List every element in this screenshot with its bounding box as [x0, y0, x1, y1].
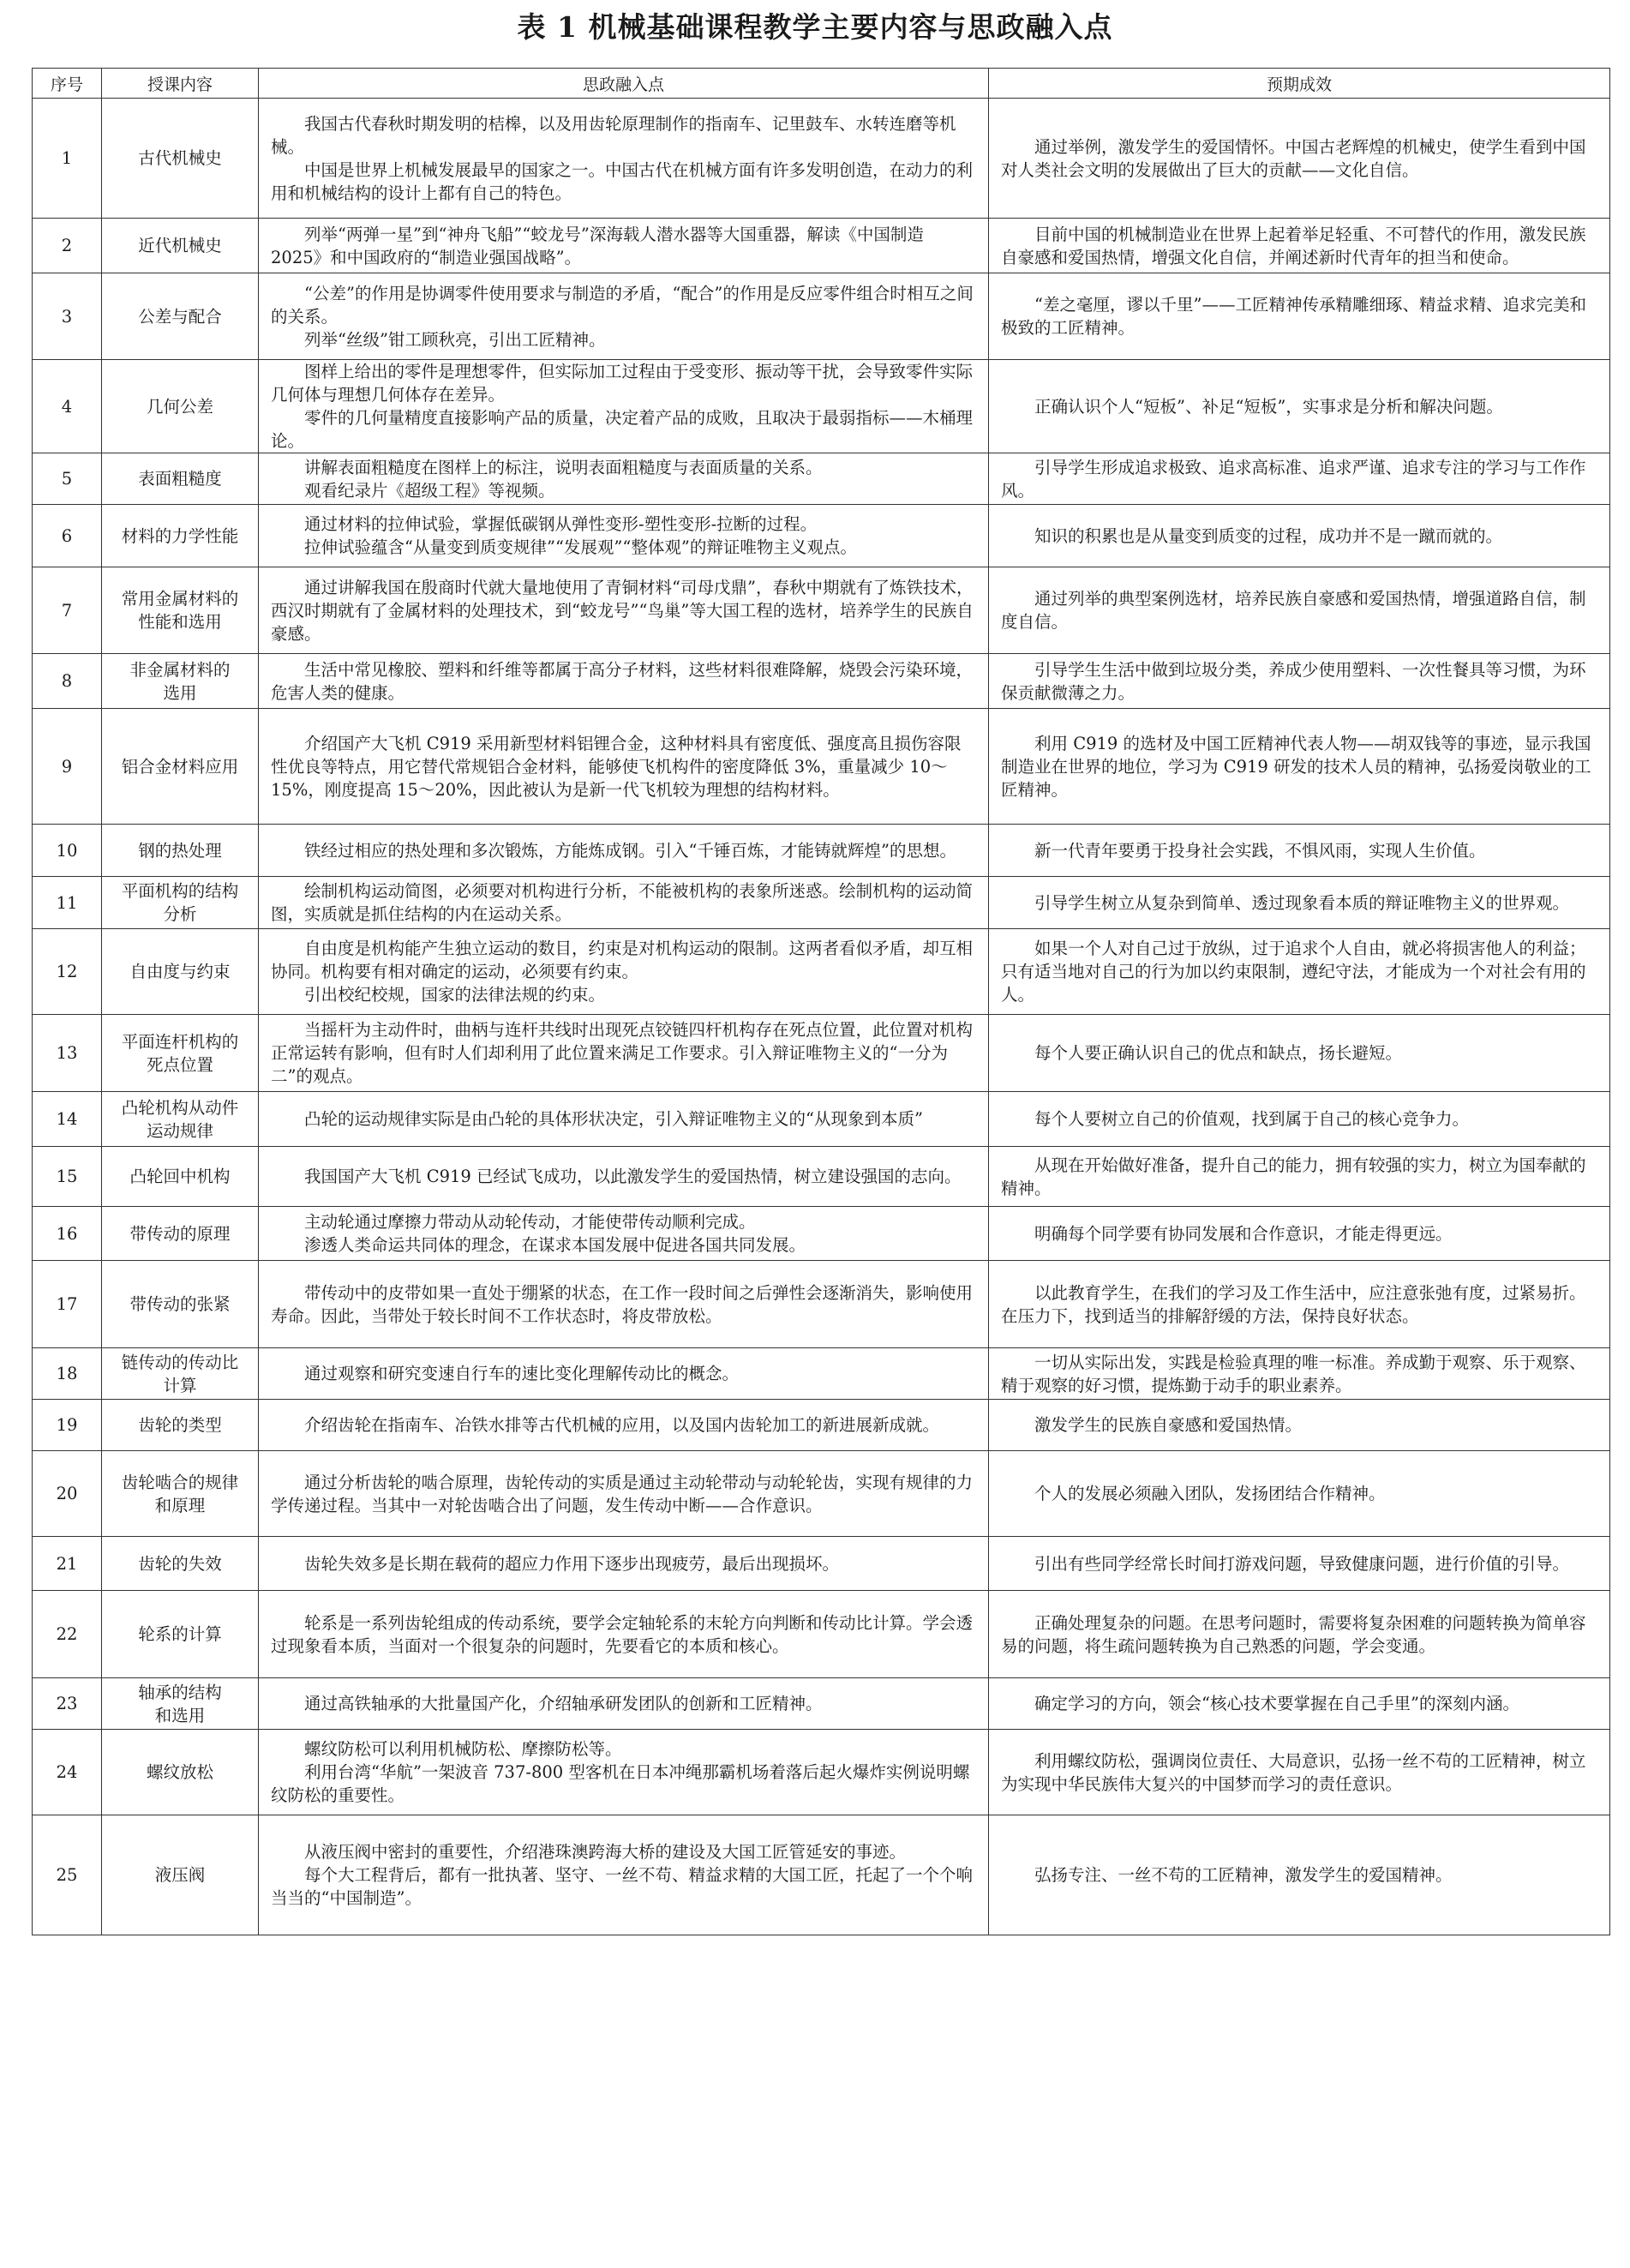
- ideological-points-cell: [259, 1092, 989, 1147]
- topic-line: 平面机构的结构: [121, 881, 239, 901]
- outcome-paragraph: 以此教育学生，在我们的学习及工作生活中，应注意张弛有度，过紧易折。在压力下，找到适当的排解舒缓的方法，保持良好状态。: [1001, 1282, 1586, 1326]
- row-number: 14: [33, 1092, 102, 1147]
- expected-outcome-cell: [989, 99, 1610, 219]
- table-row: [33, 505, 1610, 567]
- expected-outcome-cell: [989, 273, 1610, 360]
- row-number: 22: [33, 1591, 102, 1678]
- ideological-paragraph: 通过高铁轴承的大批量国产化，介绍轴承研发团队的创新和工匠精神。: [304, 1694, 823, 1713]
- topic-line: 钢的热处理: [138, 840, 222, 861]
- expected-outcome-cell: [989, 360, 1610, 453]
- topic-line: 古代机械史: [138, 148, 222, 168]
- outcome-paragraph: 一切从实际出发，实践是检验真理的唯一标准。养成勤于观察、乐于观察、精于观察的好习惯，提炼勤于动手的职业素养。: [1001, 1352, 1586, 1395]
- ideological-points-cell: [259, 273, 989, 360]
- table-row: [33, 1591, 1610, 1678]
- topic-cell: [102, 1591, 259, 1678]
- ideological-points-cell: [259, 505, 989, 567]
- ideological-paragraph: 零件的几何量精度直接影响产品的质量，决定着产品的成败，且取决于最弱指标——木桶理论。: [271, 408, 974, 451]
- row-number: 11: [33, 877, 102, 929]
- row-number: 24: [33, 1730, 102, 1815]
- ideological-points-cell: [259, 453, 989, 505]
- topic-cell: [102, 219, 259, 273]
- row-number: 18: [33, 1348, 102, 1400]
- topic-line: 性能和选用: [138, 612, 222, 632]
- topic-cell: [102, 1730, 259, 1815]
- topic-line: 凸轮回中机构: [129, 1167, 231, 1186]
- table-row: [33, 1400, 1610, 1451]
- ideological-paragraph: 讲解表面粗糙度在图样上的标注，说明表面粗糙度与表面质量的关系。: [304, 457, 823, 477]
- row-number: 6: [33, 505, 102, 567]
- row-number: 7: [33, 567, 102, 654]
- ideological-paragraph: 中国是世界上机械发展最早的国家之一。中国古代在机械方面有许多发明创造，在动力的利用和机械结构的设计上都有自己的特色。: [271, 159, 974, 203]
- row-number: 3: [33, 273, 102, 360]
- expected-outcome-cell: [989, 929, 1610, 1015]
- topic-line: 齿轮的失效: [138, 1553, 222, 1574]
- row-number: 10: [33, 825, 102, 877]
- row-number: 16: [33, 1207, 102, 1261]
- expected-outcome-cell: [989, 654, 1610, 709]
- header-ideological-points: 思政融入点: [259, 69, 989, 99]
- topic-cell: [102, 1147, 259, 1207]
- row-number: 25: [33, 1815, 102, 1935]
- topic-cell: [102, 273, 259, 360]
- outcome-paragraph: 弘扬专注、一丝不苟的工匠精神，激发学生的爱国精神。: [1034, 1865, 1453, 1885]
- ideological-points-cell: [259, 1015, 989, 1092]
- topic-cell: [102, 1678, 259, 1730]
- ideological-points-cell: [259, 219, 989, 273]
- row-number: 2: [33, 219, 102, 273]
- ideological-paragraph: 介绍国产大飞机 C919 采用新型材料铝锂合金，这种材料具有密度低、强度高且损伤容限性优良等特点，用它替代常规铝合金材料，能够使飞机构件的密度降低 3%，重量减少 10～15%，刚度提高 15～20%，因此被认为是新一代飞机较为理想的结构材料。: [271, 733, 962, 800]
- table-caption: 表 1 机械基础课程教学主要内容与思政融入点: [517, 10, 1113, 44]
- topic-line: 计算: [163, 1375, 197, 1395]
- topic-line: 平面连杆机构的: [121, 1031, 239, 1052]
- ideological-points-cell: [259, 1730, 989, 1815]
- ideological-paragraph: 生活中常见橡胶、塑料和纤维等都属于高分子材料，这些材料很难降解，烧毁会污染环境，危害人类的健康。: [271, 659, 974, 703]
- outcome-paragraph: 引出有些同学经常长时间打游戏问题，导致健康问题，进行价值的引导。: [1034, 1553, 1570, 1574]
- ideological-paragraph: 每个大工程背后，都有一批执著、坚守、一丝不苟、精益求精的大国工匠，托起了一个个响当当的“中国制造”。: [271, 1865, 974, 1908]
- topic-cell: [102, 709, 259, 825]
- ideological-points-cell: [259, 1591, 989, 1678]
- row-number: 5: [33, 453, 102, 505]
- topic-line: 常用金属材料的: [121, 589, 239, 609]
- expected-outcome-cell: [989, 1092, 1610, 1147]
- topic-cell: [102, 654, 259, 709]
- topic-line: 带传动的张紧: [129, 1294, 231, 1314]
- expected-outcome-cell: [989, 1730, 1610, 1815]
- outcome-paragraph: 利用螺纹防松，强调岗位责任、大局意识，弘扬一丝不苟的工匠精神，树立为实现中华民族伟大复兴的中国梦而学习的责任意识。: [1001, 1750, 1586, 1794]
- expected-outcome-cell: [989, 1207, 1610, 1261]
- topic-cell: [102, 1537, 259, 1591]
- topic-line: 选用: [163, 682, 197, 703]
- table-row: [33, 219, 1610, 273]
- expected-outcome-cell: [989, 567, 1610, 654]
- ideological-points-cell: [259, 1147, 989, 1207]
- row-number: 13: [33, 1015, 102, 1092]
- ideological-points-cell: [259, 1815, 989, 1935]
- row-number: 15: [33, 1147, 102, 1207]
- topic-line: 非金属材料的: [129, 659, 231, 680]
- topic-line: 材料的力学性能: [121, 525, 239, 546]
- ideological-paragraph: 自由度是机构能产生独立运动的数目，约束是对机构运动的限制。这两者看似矛盾，却互相协同。机构要有相对确定的运动，必须要有约束。: [271, 939, 974, 981]
- outcome-paragraph: 知识的积累也是从量变到质变的过程，成功并不是一蹴而就的。: [1034, 525, 1503, 546]
- row-number: 17: [33, 1261, 102, 1348]
- topic-cell: [102, 1261, 259, 1348]
- ideological-paragraph: 渗透人类命运共同体的理念，在谋求本国发展中促进各国共同发展。: [304, 1235, 806, 1255]
- table-row: [33, 1537, 1610, 1591]
- topic-line: 和原理: [154, 1495, 206, 1515]
- table-row: [33, 360, 1610, 453]
- row-number: 19: [33, 1400, 102, 1451]
- table-row: [33, 1261, 1610, 1348]
- topic-cell: [102, 1451, 259, 1537]
- topic-line: 表面粗糙度: [138, 469, 222, 489]
- row-number: 21: [33, 1537, 102, 1591]
- outcome-paragraph: 引导学生树立从复杂到简单、透过现象看本质的辩证唯物主义的世界观。: [1034, 892, 1570, 913]
- outcome-paragraph: 明确每个同学要有协同发展和合作意识，才能走得更远。: [1034, 1223, 1453, 1244]
- table-row: [33, 453, 1610, 505]
- topic-line: 带传动的原理: [129, 1223, 231, 1244]
- ideological-paragraph: 当摇杆为主动件时，曲柄与连杆共线时出现死点铰链四杆机构存在死点位置，此位置对机构正常运转有影响，但有时人们却利用了此位置来满足工作要求。引入辩证唯物主义的“一分为二”的观点。: [271, 1020, 974, 1086]
- row-number: 4: [33, 360, 102, 453]
- topic-cell: [102, 1815, 259, 1935]
- table-row: [33, 1207, 1610, 1261]
- table-row: [33, 709, 1610, 825]
- table-row: [33, 1092, 1610, 1147]
- ideological-paragraph: 观看纪录片《超级工程》等视频。: [304, 480, 555, 501]
- table-row: [33, 567, 1610, 654]
- outcome-paragraph: 激发学生的民族自豪感和爱国热情。: [1034, 1415, 1303, 1435]
- ideological-paragraph: 列举“两弹一星”到“神舟飞船”“蛟龙号”深海载人潜水器等大国重器，解读《中国制造 2025》和中国政府的“制造业强国战略”。: [271, 224, 924, 267]
- topic-cell: [102, 360, 259, 453]
- ideological-paragraph: 介绍齿轮在指南车、冶铁水排等古代机械的应用，以及国内齿轮加工的新进展新成就。: [304, 1415, 940, 1435]
- table-row: [33, 1147, 1610, 1207]
- outcome-paragraph: 通过列举的典型案例选材，培养民族自豪感和爱国热情，增强道路自信，制度自信。: [1001, 589, 1586, 632]
- content-table: [32, 68, 1610, 1935]
- topic-cell: [102, 877, 259, 929]
- topic-cell: [102, 99, 259, 219]
- topic-line: 轴承的结构: [138, 1682, 222, 1702]
- expected-outcome-cell: [989, 1591, 1610, 1678]
- outcome-paragraph: 每个人要正确认识自己的优点和缺点，扬长避短。: [1034, 1043, 1403, 1063]
- expected-outcome-cell: [989, 1815, 1610, 1935]
- table-row: [33, 1348, 1610, 1400]
- ideological-paragraph: 引出校纪校规，国家的法律法规的约束。: [304, 985, 606, 1005]
- ideological-paragraph: 通过讲解我国在殷商时代就大量地使用了青铜材料“司母戊鼎”，春秋中期就有了炼铁技术，西汉时期就有了金属材料的处理技术，到“蛟龙号”“鸟巢”等大国工程的选材，培养学生的民族自豪感。: [271, 577, 974, 644]
- ideological-paragraph: 我国国产大飞机 C919 已经试飞成功，以此激发学生的爱国热情，树立建设强国的志向。: [304, 1167, 962, 1186]
- topic-cell: [102, 1348, 259, 1400]
- outcome-paragraph: 每个人要树立自己的价值观，找到属于自己的核心竞争力。: [1034, 1109, 1470, 1129]
- expected-outcome-cell: [989, 1147, 1610, 1207]
- expected-outcome-cell: [989, 1015, 1610, 1092]
- topic-line: 近代机械史: [138, 236, 222, 255]
- topic-line: 自由度与约束: [129, 962, 231, 981]
- outcome-paragraph: 从现在开始做好准备，提升自己的能力，拥有较强的实力，树立为国奉献的精神。: [1001, 1155, 1586, 1198]
- table-row: [33, 929, 1610, 1015]
- ideological-paragraph: 图样上给出的零件是理想零件，但实际加工过程由于受变形、振动等干扰，会导致零件实际几何体与理想几何体存在差异。: [271, 362, 974, 405]
- row-number: 8: [33, 654, 102, 709]
- topic-line: 齿轮的类型: [138, 1415, 222, 1435]
- topic-cell: [102, 567, 259, 654]
- topic-line: 凸轮机构从动件: [121, 1097, 239, 1118]
- ideological-points-cell: [259, 1451, 989, 1537]
- row-number: 12: [33, 929, 102, 1015]
- ideological-points-cell: [259, 99, 989, 219]
- expected-outcome-cell: [989, 1400, 1610, 1451]
- topic-line: 分析: [163, 904, 197, 924]
- topic-cell: [102, 505, 259, 567]
- topic-line: 几何公差: [146, 396, 213, 417]
- row-number: 1: [33, 99, 102, 219]
- topic-line: 轮系的计算: [138, 1624, 222, 1644]
- expected-outcome-cell: [989, 1451, 1610, 1537]
- topic-cell: [102, 1015, 259, 1092]
- table-body: [33, 99, 1610, 1935]
- row-number: 23: [33, 1678, 102, 1730]
- ideological-paragraph: 凸轮的运动规律实际是由凸轮的具体形状决定，引入辩证唯物主义的“从现象到本质”: [304, 1109, 923, 1129]
- ideological-points-cell: [259, 709, 989, 825]
- ideological-paragraph: 铁经过相应的热处理和多次锻炼，方能炼成钢。引入“千锤百炼，才能铸就辉煌”的思想。: [304, 840, 956, 861]
- ideological-points-cell: [259, 654, 989, 709]
- header-expected-outcome: 预期成效: [989, 69, 1610, 99]
- ideological-points-cell: [259, 877, 989, 929]
- topic-line: 和选用: [154, 1705, 206, 1725]
- ideological-points-cell: [259, 1348, 989, 1400]
- ideological-points-cell: [259, 1678, 989, 1730]
- topic-line: 运动规律: [146, 1120, 213, 1141]
- table-header-row: [33, 69, 1610, 99]
- topic-line: 链传动的传动比: [121, 1352, 239, 1372]
- outcome-paragraph: “差之毫厘，谬以千里”——工匠精神传承精雕细琢、精益求精、追求完美和极致的工匠精神。: [1001, 295, 1586, 338]
- outcome-paragraph: 目前中国的机械制造业在世界上起着举足轻重、不可替代的作用，激发民族自豪感和爱国热情，增强文化自信，并阐述新时代青年的担当和使命。: [1001, 224, 1586, 267]
- header-topic: 授课内容: [102, 69, 259, 99]
- outcome-paragraph: 正确处理复杂的问题。在思考问题时，需要将复杂困难的问题转换为简单容易的问题，将生疏问题转换为自己熟悉的问题，学会变通。: [1001, 1612, 1586, 1656]
- expected-outcome-cell: [989, 1678, 1610, 1730]
- outcome-paragraph: 个人的发展必须融入团队，发扬团结合作精神。: [1034, 1484, 1386, 1503]
- outcome-paragraph: 引导学生形成追求极致、追求高标准、追求严谨、追求专注的学习与工作作风。: [1001, 457, 1586, 501]
- ideological-paragraph: 齿轮失效多是长期在载荷的超应力作用下逐步出现疲劳，最后出现损坏。: [304, 1553, 840, 1574]
- topic-line: 死点位置: [146, 1054, 213, 1075]
- expected-outcome-cell: [989, 1261, 1610, 1348]
- ideological-paragraph: “公差”的作用是协调零件使用要求与制造的矛盾，“配合”的作用是反应零件组合时相互之间的关系。: [271, 283, 974, 327]
- table-row: [33, 1730, 1610, 1815]
- topic-line: 螺纹放松: [146, 1762, 213, 1782]
- topic-cell: [102, 453, 259, 505]
- table-row: [33, 1815, 1610, 1935]
- table-row: [33, 1678, 1610, 1730]
- outcome-paragraph: 通过举例，激发学生的爱国情怀。中国古老辉煌的机械史，使学生看到中国对人类社会文明的发展做出了巨大的贡献——文化自信。: [1001, 136, 1586, 180]
- ideological-points-cell: [259, 825, 989, 877]
- table-row: [33, 273, 1610, 360]
- table-row: [33, 1451, 1610, 1537]
- ideological-paragraph: 利用台湾“华航”一架波音 737-800 型客机在日本冲绳那霸机场着落后起火爆炸实例说明螺纹防松的重要性。: [271, 1762, 970, 1805]
- header-no: 序号: [33, 69, 102, 99]
- ideological-paragraph: 从液压阀中密封的重要性，介绍港珠澳跨海大桥的建设及大国工匠管延安的事迹。: [304, 1842, 907, 1862]
- expected-outcome-cell: [989, 219, 1610, 273]
- table-row: [33, 825, 1610, 877]
- table-row: [33, 877, 1610, 929]
- outcome-paragraph: 引导学生生活中做到垃圾分类，养成少使用塑料、一次性餐具等习惯，为环保贡献微薄之力。: [1001, 659, 1586, 703]
- row-number: 20: [33, 1451, 102, 1537]
- topic-line: 齿轮啮合的规律: [121, 1472, 239, 1492]
- outcome-paragraph: 如果一个人对自己过于放纵，过于追求个人自由，就必将损害他人的利益；只有适当地对自己的行为加以约束限制，遵纪守法，才能成为一个对社会有用的人。: [1001, 939, 1586, 1005]
- ideological-points-cell: [259, 1537, 989, 1591]
- ideological-paragraph: 螺纹防松可以利用机械防松、摩擦防松等。: [304, 1739, 622, 1759]
- ideological-paragraph: 通过材料的拉伸试验，掌握低碳钢从弹性变形-塑性变形-拉断的过程。: [304, 514, 818, 534]
- ideological-points-cell: [259, 1207, 989, 1261]
- expected-outcome-cell: [989, 505, 1610, 567]
- outcome-paragraph: 正确认识个人“短板”、补足“短板”，实事求是分析和解决问题。: [1034, 396, 1503, 417]
- ideological-paragraph: 轮系是一系列齿轮组成的传动系统，要学会定轴轮系的末轮方向判断和传动比计算。学会透过现象看本质，当面对一个很复杂的问题时，先要看它的本质和核心。: [271, 1612, 974, 1656]
- ideological-points-cell: [259, 1261, 989, 1348]
- outcome-paragraph: 确定学习的方向，领会“核心技术要掌握在自己手里”的深刻内涵。: [1034, 1694, 1519, 1713]
- table-row: [33, 654, 1610, 709]
- row-number: 9: [33, 709, 102, 825]
- outcome-paragraph: 利用 C919 的选材及中国工匠精神代表人物——胡双钱等的事迹，显示我国制造业在世界的地位，学习为 C919 研发的技术人员的精神，弘扬爱岗敬业的工匠精神。: [1001, 733, 1591, 800]
- ideological-paragraph: 通过分析齿轮的啮合原理，齿轮传动的实质是通过主动轮带动与动轮轮齿，实现有规律的力学传递过程。当其中一对轮齿啮合出了问题，发生传动中断——合作意识。: [271, 1472, 974, 1515]
- ideological-points-cell: [259, 567, 989, 654]
- expected-outcome-cell: [989, 1537, 1610, 1591]
- topic-cell: [102, 1400, 259, 1451]
- expected-outcome-cell: [989, 825, 1610, 877]
- topic-cell: [102, 1092, 259, 1147]
- ideological-paragraph: 列举“丝级”钳工顾秋亮，引出工匠精神。: [304, 329, 606, 350]
- ideological-paragraph: 我国古代春秋时期发明的桔槔，以及用齿轮原理制作的指南车、记里鼓车、水转连磨等机械。: [271, 113, 956, 157]
- ideological-points-cell: [259, 1400, 989, 1451]
- topic-cell: [102, 1207, 259, 1261]
- ideological-paragraph: 主动轮通过摩擦力带动从动轮传动，才能使带传动顺利完成。: [304, 1212, 756, 1232]
- ideological-points-cell: [259, 929, 989, 1015]
- topic-line: 铝合金材料应用: [121, 756, 239, 777]
- outcome-paragraph: 新一代青年要勇于投身社会实践，不惧风雨，实现人生价值。: [1034, 840, 1486, 861]
- table-row: [33, 1015, 1610, 1092]
- ideological-paragraph: 绘制机构运动简图，必须要对机构进行分析，不能被机构的表象所迷惑。绘制机构的运动简图，实质就是抓住结构的内在运动关系。: [271, 881, 974, 924]
- topic-cell: [102, 929, 259, 1015]
- expected-outcome-cell: [989, 709, 1610, 825]
- ideological-paragraph: 带传动中的皮带如果一直处于绷紧的状态，在工作一段时间之后弹性会逐渐消失，影响使用寿命。因此，当带处于较长时间不工作状态时，将皮带放松。: [271, 1282, 974, 1326]
- expected-outcome-cell: [989, 453, 1610, 505]
- ideological-paragraph: 通过观察和研究变速自行车的速比变化理解传动比的概念。: [304, 1364, 740, 1383]
- ideological-points-cell: [259, 360, 989, 453]
- topic-line: 液压阀: [154, 1865, 206, 1885]
- topic-cell: [102, 825, 259, 877]
- expected-outcome-cell: [989, 1348, 1610, 1400]
- ideological-paragraph: 拉伸试验蕴含“从量变到质变规律”“发展观”“整体观”的辩证唯物主义观点。: [304, 537, 857, 557]
- table-row: [33, 99, 1610, 219]
- expected-outcome-cell: [989, 877, 1610, 929]
- topic-line: 公差与配合: [138, 306, 222, 327]
